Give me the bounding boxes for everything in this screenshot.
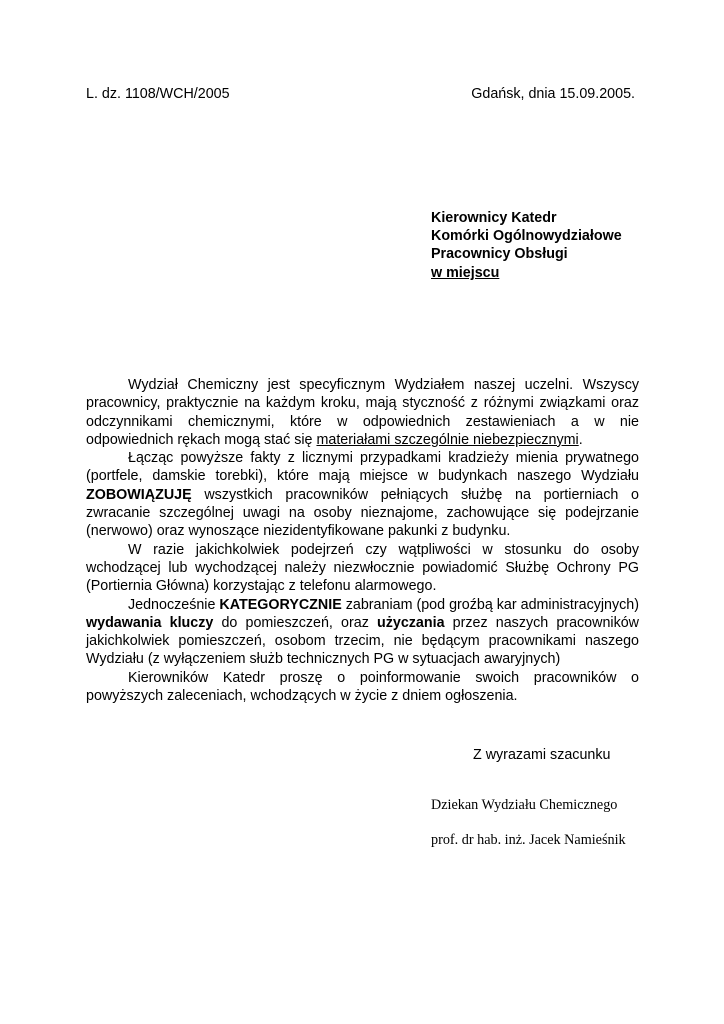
reference-number: L. dz. 1108/WCH/2005 xyxy=(86,86,230,102)
paragraph-text: wszystkich pracowników pełniących służbę na portierniach o zwracanie szczególnej uwagi na osoby nieznajome, zachowujące się podejrzanie (nerwowo) oraz wynoszące niezidentyfikowane pakunki z budynku. xyxy=(86,486,639,540)
place-and-date: Gdańsk, dnia 15.09.2005. xyxy=(471,86,635,102)
letter-body xyxy=(86,376,639,705)
paragraph-text: do pomieszczeń, oraz xyxy=(213,614,377,631)
underlined-phrase: materiałami szczególnie niebezpiecznymi xyxy=(316,431,579,448)
paragraph-2 xyxy=(86,449,639,540)
paragraph-text: . xyxy=(578,431,583,448)
recipients-block xyxy=(431,209,622,282)
paragraph-text: Wydział Chemiczny jest specyficznym Wydziałem naszej uczelni. Wszyscy pracownicy, praktycznie na każdym kroku, mają styczność z różnymi związkami oraz odczynnikami chemicznymi, które w odpowiednich zestawieniach a w nie odpowiednich rękach mogą stać się xyxy=(86,377,639,448)
paragraph-text: zabraniam (pod groźbą kar administracyjnych) xyxy=(341,596,639,613)
signature-name: prof. dr hab. inż. Jacek Namieśnik xyxy=(431,832,626,848)
paragraph-text: Łącząc powyższe fakty z licznymi przypadkami kradzieży mienia prywatnego (portfele, damskie torebki), które mają miejsce w budynkach naszego Wydziału xyxy=(86,450,639,485)
recipient-line: Pracownicy Obsługi xyxy=(431,246,568,263)
paragraph-text: Jednocześnie xyxy=(128,596,220,613)
paragraph-1 xyxy=(86,376,639,449)
paragraph-3: W razie jakichkolwiek podejrzeń czy wątpliwości w stosunku do osoby wchodzącej lub wychodzącej należy niezwłocznie powiadomić Służbę Ochrony PG (Portiernia Główna) korzystając z telefonu alarmowego. xyxy=(86,541,639,595)
recipient-location: w miejscu xyxy=(431,264,500,281)
signature-title: Dziekan Wydziału Chemicznego xyxy=(431,797,618,813)
paragraph-text: przez naszych pracowników jakichkolwiek pomieszczeń, osobom trzecim, nie będącym pracownikami naszego Wydziału (z wyłączeniem służb technicznych PG w sytuacjach awaryjnych) xyxy=(86,614,639,668)
recipient-line: Komórki Ogólnowydziałowe xyxy=(431,228,622,245)
closing-salutation: Z wyrazami szacunku xyxy=(473,747,611,763)
recipient-line: Kierownicy Katedr xyxy=(431,210,557,226)
bold-phrase: KATEGORYCZNIE xyxy=(219,596,342,613)
paragraph-5: Kierowników Katedr proszę o poinformowanie swoich pracowników o powyższych zaleceniach, wchodzących w życie z dniem ogłoszenia. xyxy=(86,669,639,705)
bold-phrase: ZOBOWIĄZUJĘ xyxy=(86,486,192,503)
bold-phrase: użyczania xyxy=(377,614,445,631)
paragraph-4 xyxy=(86,596,639,669)
bold-phrase: wydawania kluczy xyxy=(86,614,214,631)
